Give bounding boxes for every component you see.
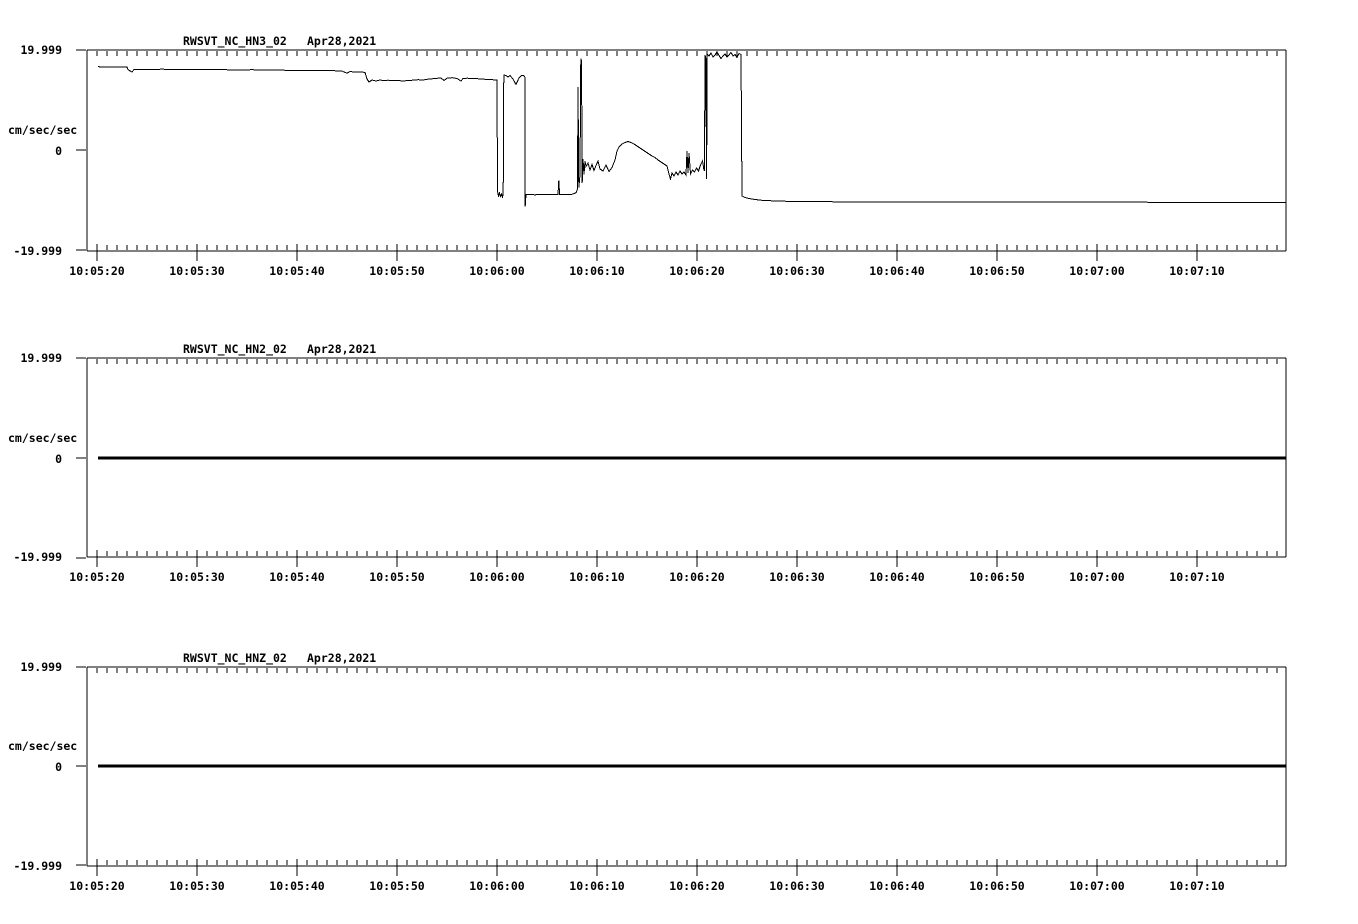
y-min-label: -19.999 [13, 550, 62, 564]
y-min-label: -19.999 [13, 859, 62, 873]
x-tick-label: 10:06:50 [969, 879, 1025, 893]
x-tick-label: 10:06:20 [669, 570, 725, 584]
x-tick-label: 10:06:40 [869, 570, 925, 584]
seismogram-panel-hn3 [8, 34, 1286, 278]
x-tick-label: 10:05:30 [169, 264, 225, 278]
x-axis-minor-ticks [97, 51, 1277, 250]
x-tick-label: 10:06:40 [869, 264, 925, 278]
x-tick-label: 10:05:20 [69, 570, 125, 584]
y-axis-ticks [76, 358, 86, 558]
panel-title-station: RWSVT_NC_HN2_02 [183, 342, 287, 356]
x-tick-label: 10:06:50 [969, 570, 1025, 584]
y-axis-ticks [76, 667, 86, 865]
y-zero-label: 0 [55, 144, 62, 158]
axes-layer [69, 667, 1286, 893]
x-tick-label: 10:05:50 [369, 264, 425, 278]
y-axis-ticks [76, 50, 86, 250]
x-tick-label: 10:06:50 [969, 264, 1025, 278]
x-tick-label: 10:05:50 [369, 879, 425, 893]
x-tick-label: 10:05:20 [69, 879, 125, 893]
panel-title-station: RWSVT_NC_HNZ_02 [183, 651, 287, 665]
x-tick-label: 10:07:00 [1069, 879, 1125, 893]
seismogram-panel-hnz [8, 651, 1286, 893]
x-tick-label: 10:06:30 [769, 264, 825, 278]
panel-title-date: Apr28,2021 [307, 651, 377, 665]
panel-title-date: Apr28,2021 [307, 342, 377, 356]
x-tick-label: 10:06:00 [469, 879, 525, 893]
y-zero-label: 0 [55, 452, 62, 466]
y-units-label: cm/sec/sec [8, 123, 78, 137]
x-tick-label: 10:06:10 [569, 570, 625, 584]
x-tick-label: 10:07:00 [1069, 570, 1125, 584]
waveform-trace [98, 52, 1286, 207]
x-tick-label: 10:06:30 [769, 570, 825, 584]
panel-title-station: RWSVT_NC_HN3_02 [183, 34, 287, 48]
x-tick-label: 10:07:10 [1169, 570, 1225, 584]
x-tick-label: 10:06:10 [569, 264, 625, 278]
x-tick-label: 10:05:30 [169, 879, 225, 893]
x-tick-label: 10:07:00 [1069, 264, 1125, 278]
panel-title-date: Apr28,2021 [307, 34, 377, 48]
y-max-label: 19.999 [20, 43, 62, 57]
x-tick-label: 10:06:10 [569, 879, 625, 893]
x-tick-label: 10:07:10 [1169, 264, 1225, 278]
y-max-label: 19.999 [20, 660, 62, 674]
x-tick-label: 10:05:50 [369, 570, 425, 584]
x-tick-label: 10:05:40 [269, 264, 325, 278]
x-tick-label: 10:07:10 [1169, 879, 1225, 893]
axes-layer [69, 50, 1286, 278]
y-zero-label: 0 [55, 760, 62, 774]
x-tick-label: 10:06:40 [869, 879, 925, 893]
x-tick-label: 10:06:20 [669, 264, 725, 278]
seismogram-panel-hn2 [8, 342, 1286, 584]
x-tick-label: 10:05:40 [269, 879, 325, 893]
x-tick-label: 10:05:20 [69, 264, 125, 278]
x-tick-label: 10:05:30 [169, 570, 225, 584]
x-tick-label: 10:05:40 [269, 570, 325, 584]
x-tick-label: 10:06:20 [669, 879, 725, 893]
x-tick-label: 10:06:00 [469, 264, 525, 278]
y-units-label: cm/sec/sec [8, 739, 78, 753]
x-tick-label: 10:06:30 [769, 879, 825, 893]
axes-layer [69, 358, 1286, 584]
y-units-label: cm/sec/sec [8, 431, 78, 445]
y-max-label: 19.999 [20, 351, 62, 365]
x-tick-label: 10:06:00 [469, 570, 525, 584]
y-min-label: -19.999 [13, 244, 62, 258]
